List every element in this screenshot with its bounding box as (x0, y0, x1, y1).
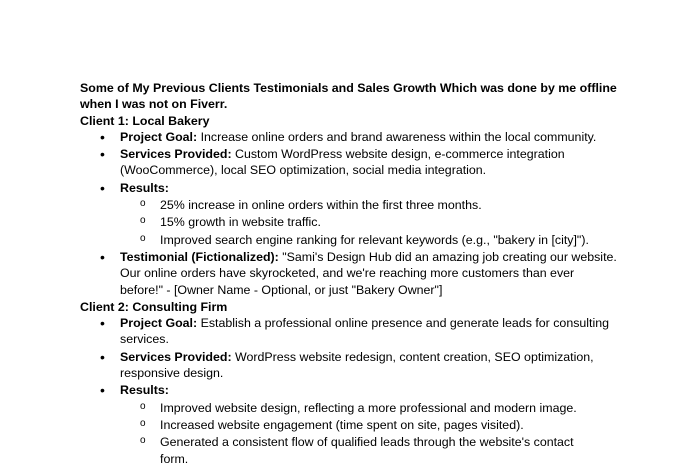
list-item-services (80, 349, 620, 382)
testimonial-label: Testimonial (Fictionalized): (120, 249, 279, 264)
results-list (120, 197, 620, 248)
project-goal-label: Project Goal: (120, 316, 198, 331)
project-goal-text: Increase online orders and brand awareness within the local community. (197, 129, 597, 144)
list-item-project-goal (80, 315, 620, 348)
services-label: Services Provided: (120, 349, 232, 364)
list-item-services (80, 146, 620, 179)
project-goal-label: Project Goal: (120, 129, 198, 144)
client-section-1 (80, 113, 620, 298)
result-item: o Increased website engagement (time spent on site, pages visited). (120, 417, 620, 433)
document-body (80, 80, 620, 468)
result-item: o Generated a consistent flow of qualified leads through the website's contact form. (120, 434, 580, 467)
result-item: o Improved search engine ranking for relevant keywords (e.g., "bakery in [city]"). (120, 232, 620, 248)
list-item-results (80, 180, 620, 248)
results-list (120, 400, 620, 467)
services-label: Services Provided: (120, 147, 232, 162)
testimonial-text: "Sami's Design Hub did an amazing job creating our website. Our online orders have skyrocketed, and we're reaching more customers than ever before!" - [Owner Name - Optional, or just "Bakery Owner"] (120, 249, 617, 297)
services-text: WordPress website redesign, content creation, SEO optimization, responsive design. (120, 349, 594, 381)
list-item-project-goal (80, 129, 620, 145)
result-item: o Improved website design, reflecting a more professional and modern image. (120, 400, 620, 416)
client-section-2 (80, 299, 620, 467)
results-label: Results: (120, 180, 169, 195)
result-item: o 15% growth in website traffic. (120, 214, 620, 230)
services-text: Custom WordPress website design, e-commerce integration (WooCommerce), local SEO optimization, social media integration. (120, 147, 565, 178)
project-goal-text: Establish a professional online presence and generate leads for consulting services. (120, 316, 610, 347)
list-item-results (80, 382, 620, 466)
client-details-list (80, 315, 620, 467)
client-details-list (80, 129, 620, 298)
result-item: o 25% increase in online orders within the first three months. (120, 197, 620, 213)
list-item-testimonial (80, 249, 620, 298)
client-title: Client 2: Consulting Firm (80, 299, 228, 314)
client-title: Client 1: Local Bakery (80, 113, 210, 128)
results-label: Results: (120, 383, 169, 398)
page-heading: Some of My Previous Clients Testimonials and Sales Growth Which was done by me offline when I was not on Fiverr. (80, 81, 617, 112)
